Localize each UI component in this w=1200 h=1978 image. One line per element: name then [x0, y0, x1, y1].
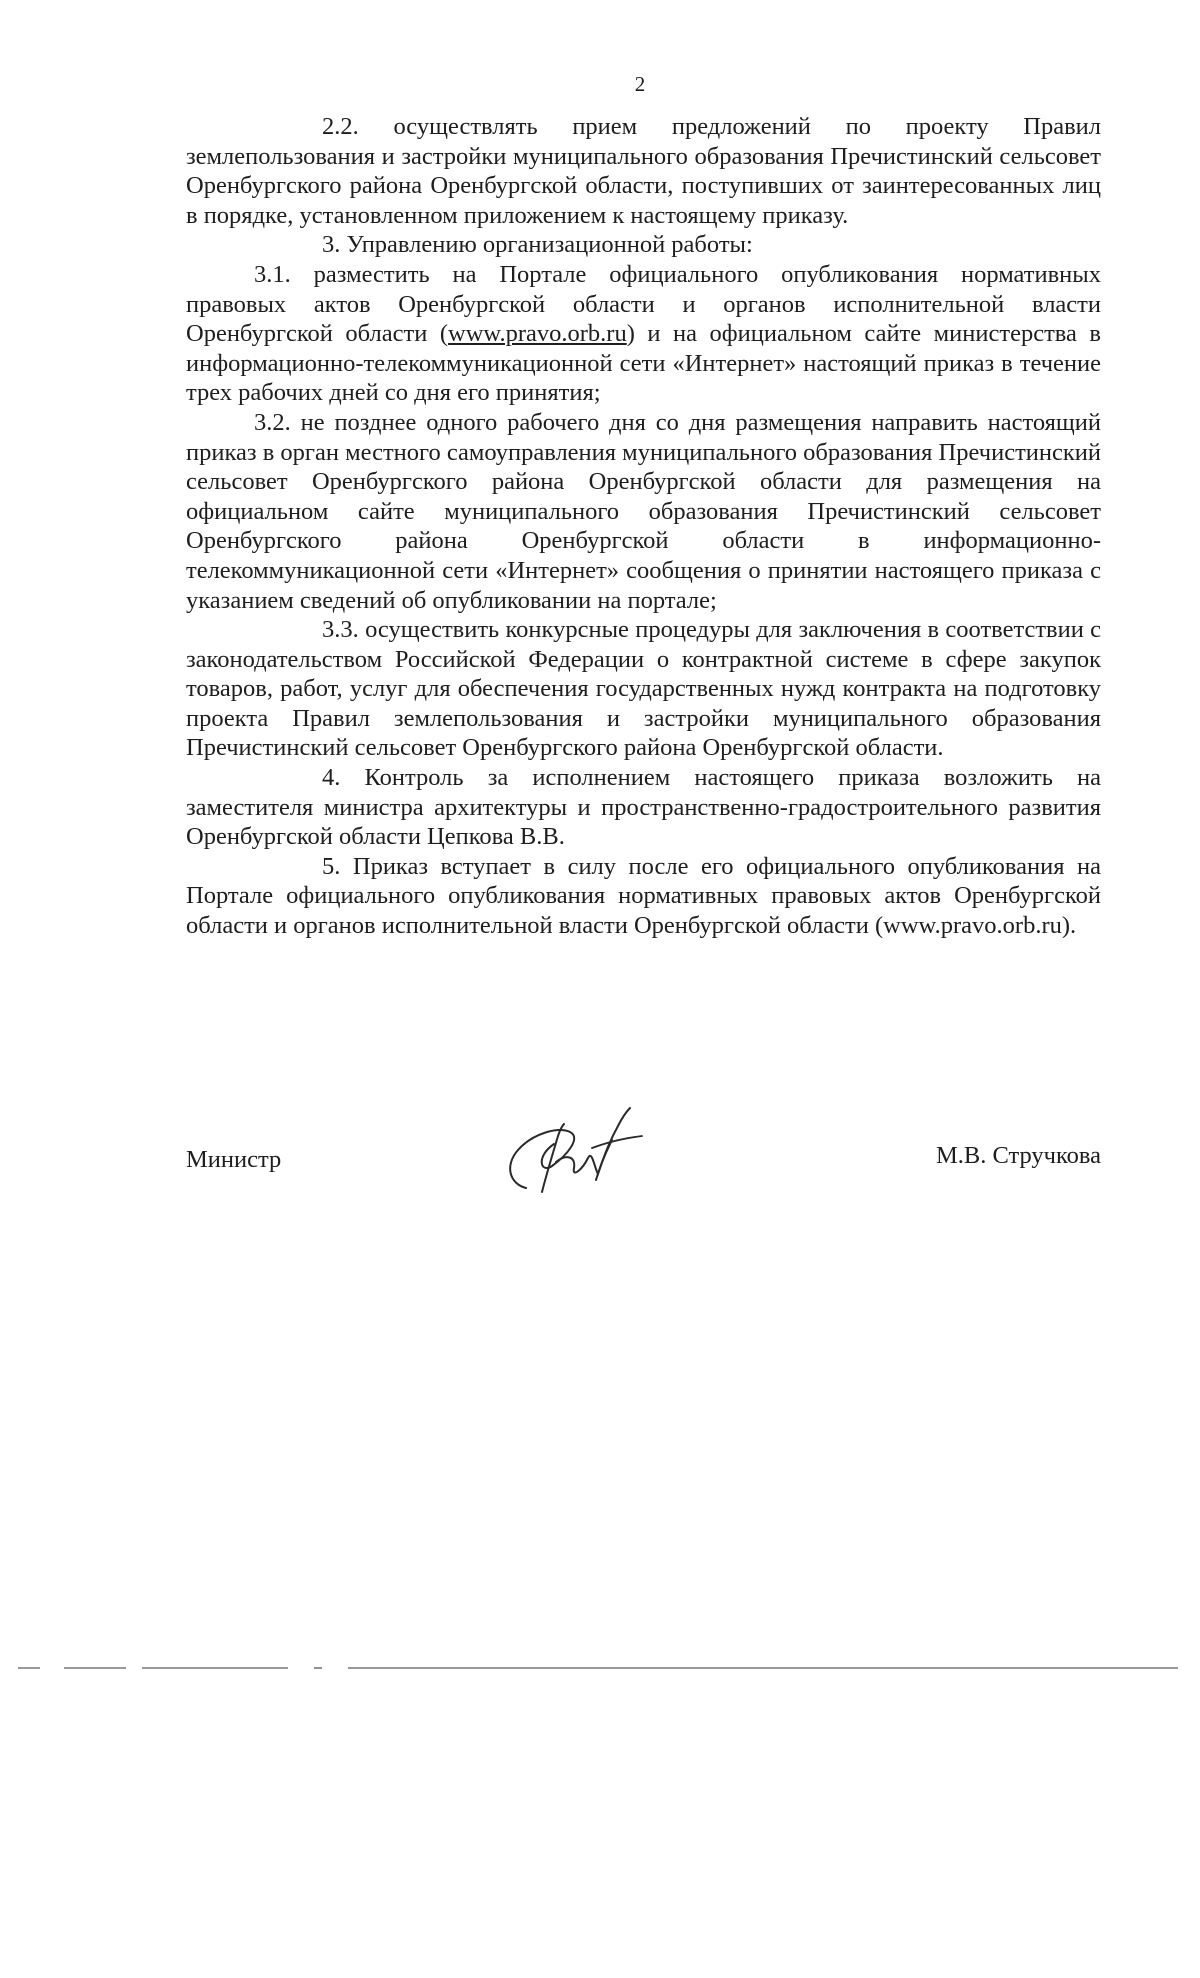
paragraph-text: не позднее одного рабочего дня со дня размещения направить настоящий приказ в орган местного самоуправления муниципального образования Пречистинский сельсовет Оренбургского района Оренбургской области для размещения на официальном сайте муниципального образования Пречистинский сельсовет Оренбургского района Оренбургской области в информационно-телекоммуникационной сети «Интернет» сообщения о принятии настоящего приказа с указанием сведений об опубликовании на портале;: [186, 408, 1102, 614]
paragraph-number: 4.: [322, 764, 341, 792]
paragraph-text: осуществлять прием предложений по проекту Правил землепользования и застройки муниципального образования Пречистинский сельсовет Оренбургского района Оренбургской области, поступивших от заинтересованных лиц в порядке, установленном приложением к настоящему приказу.: [186, 113, 1102, 229]
page-number: 2: [634, 72, 646, 96]
paragraph-text: Управлению организационной работы:: [346, 231, 753, 259]
paragraph-text: Контроль за исполнением настоящего приказа возложить на заместителя министра архитектуры и пространственно-градостроительного развития Оренбургской области Цепкова В.В.: [186, 764, 1102, 851]
paragraph-number: 5.: [322, 852, 341, 880]
signatory-name: М.В. Стручкова: [935, 1142, 1101, 1169]
paragraph-text: осуществить конкурсные процедуры для заключения в соответствии с законодательством Российской Федерации о контрактной системе в сфере закупок товаров, работ, услуг для обеспечения государственных нужд контракта на подготовку проекта Правил землепользования и застройки муниципального образования Пречистинский сельсовет Оренбургского района Оренбургской области.: [186, 616, 1102, 762]
paragraph-number: 3.: [322, 231, 341, 259]
signatory-title: Министр: [186, 1146, 282, 1173]
signature-block: [186, 1096, 1101, 1216]
handwritten-signature: [496, 1096, 646, 1206]
paragraph-number: 2.2.: [322, 113, 359, 140]
paragraph-number: 3.2.: [254, 408, 291, 436]
paragraph-text: Приказ вступает в силу после его официального опубликования на Портале официального опубликования нормативных правовых актов Оренбургской области и органов исполнительной власти Оренбургской области (www.pravo.orb.ru).: [186, 852, 1101, 940]
paragraph-text: разместить на Портале официального опубликования нормативных правовых актов Оренбургской области и органов исполнительной власти Оренбургской области (: [186, 260, 1101, 348]
paragraph-3-2: [186, 408, 1101, 615]
paragraph-2-2: [186, 112, 1101, 230]
paragraph-number: 3.1.: [254, 260, 291, 288]
page-divider-line: [18, 1666, 1188, 1670]
paragraph-text-cont: ) и на официальном сайте министерства в информационно-телекоммуникационной сети «Интернет» настоящий приказ в течение трех рабочих дней со дня его принятия;: [186, 320, 1101, 407]
pravo-link[interactable]: www.pravo.orb.ru: [448, 320, 627, 348]
paragraph-3-1: [186, 260, 1101, 408]
document-body: [186, 112, 1101, 941]
paragraph-4: [186, 763, 1101, 852]
paragraph-5: [186, 852, 1101, 941]
paragraph-3-3: [186, 615, 1101, 763]
paragraph-number: 3.3.: [322, 616, 359, 644]
paragraph-3: [186, 230, 1101, 260]
